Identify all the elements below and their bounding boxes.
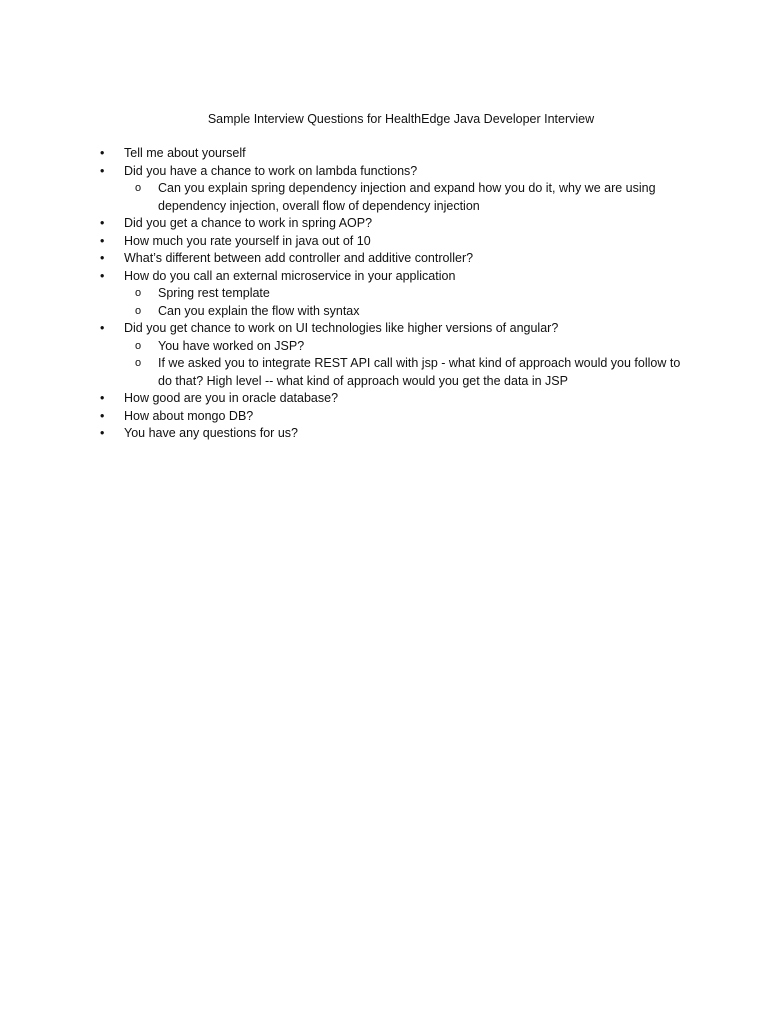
sub-list-item	[0, 355, 688, 390]
list-item	[0, 425, 684, 443]
sub-bullet-icon: o	[135, 287, 142, 299]
list-item	[0, 163, 684, 181]
bullet-icon: •	[100, 408, 105, 423]
question-text: Spring rest template	[158, 286, 270, 300]
list-item	[0, 408, 684, 426]
list-item	[0, 145, 684, 163]
question-text: What’s different between add controller and additive controller?	[124, 251, 474, 265]
question-text: How about mongo DB?	[124, 408, 254, 423]
question-list	[0, 145, 768, 443]
list-item	[0, 390, 684, 408]
sub-bullet-icon: o	[135, 339, 142, 352]
bullet-icon: •	[100, 391, 105, 405]
sub-list-item	[0, 285, 688, 303]
sub-bullet-icon: o	[135, 304, 142, 317]
sub-list-item	[0, 338, 688, 356]
bullet-icon: •	[100, 251, 105, 265]
bullet-icon: •	[100, 426, 105, 440]
bullet-icon: •	[100, 268, 105, 283]
question-text: You have any questions for us?	[124, 426, 298, 440]
sub-bullet-icon: o	[135, 182, 142, 194]
list-item	[0, 250, 684, 268]
list-item	[0, 233, 684, 251]
question-text: How much you rate yourself in java out of 10	[124, 233, 371, 248]
question-text: Tell me about yourself	[124, 146, 246, 160]
question-text: Can you explain spring dependency injection and expand how you do it, why we are using dependency injection, overall flow of dependency injection	[158, 181, 656, 213]
bullet-icon: •	[100, 216, 105, 230]
bullet-icon: •	[100, 163, 105, 178]
list-item	[0, 215, 684, 233]
question-text: If we asked you to integrate REST API call with jsp - what kind of approach would you follow to do that? High level -- what kind of approach would you get the data in JSP	[158, 356, 681, 388]
question-text: Did you get chance to work on UI technologies like higher versions of angular?	[124, 321, 559, 335]
question-text: How do you call an external microservice in your application	[124, 268, 456, 283]
sub-bullet-icon: o	[135, 357, 142, 369]
list-item	[0, 320, 684, 338]
question-text: Can you explain the flow with syntax	[158, 303, 360, 318]
question-text: Did you get a chance to work in spring AOP?	[124, 216, 373, 230]
sub-list-item	[0, 180, 688, 215]
question-text: You have worked on JSP?	[158, 338, 305, 353]
bullet-icon: •	[100, 321, 105, 335]
document-title: Sample Interview Questions for HealthEdge Java Developer Interview	[207, 112, 595, 126]
bullet-icon: •	[100, 146, 105, 160]
bullet-icon: •	[100, 233, 105, 248]
list-item	[0, 268, 684, 286]
question-text: Did you have a chance to work on lambda functions?	[124, 163, 418, 178]
question-text: How good are you in oracle database?	[124, 391, 339, 405]
sub-list-item	[0, 303, 688, 321]
